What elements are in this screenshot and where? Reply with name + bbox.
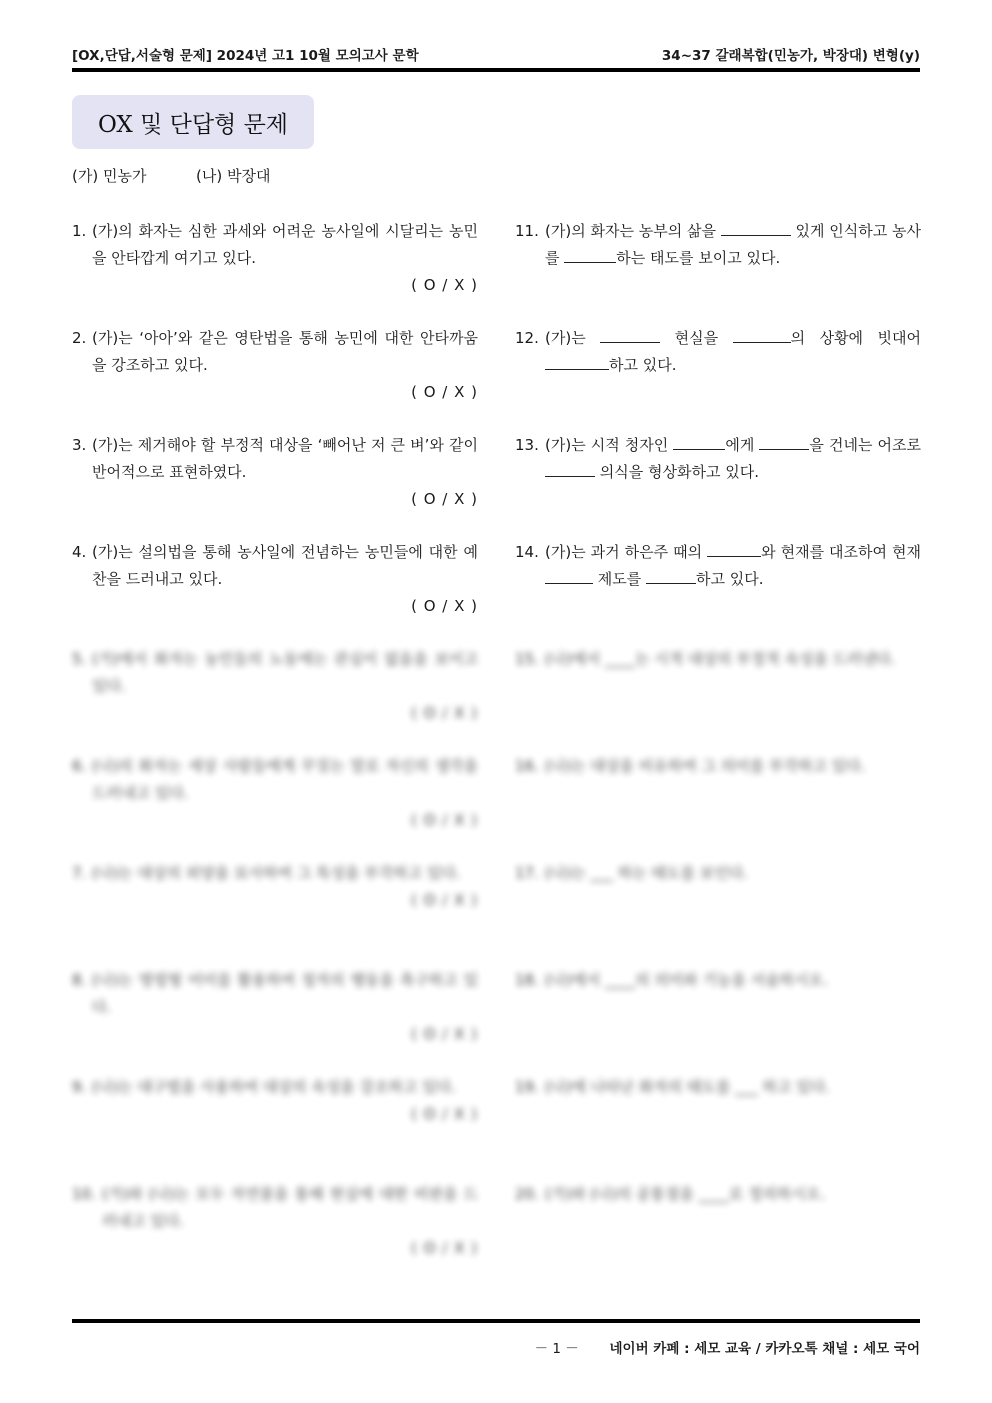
question-text-part: 에게 — [725, 436, 760, 454]
fill-in-question-blurred — [515, 860, 921, 967]
header-right: 34~37 갈래복합(민농가, 박장대) 변형(y) — [661, 48, 920, 64]
question-text: (나)는 ___ 하는 태도를 보인다. — [545, 864, 748, 882]
question-number: 5. — [72, 650, 87, 668]
question-text: (나)에서 ____의 의미와 기능을 서술하시오. — [545, 971, 828, 989]
answer-blank[interactable] — [564, 246, 616, 263]
question-number: 19. — [515, 1078, 539, 1096]
question-number: 9. — [72, 1078, 87, 1096]
question-text — [515, 218, 921, 272]
question-text-part: (가)는 — [545, 329, 601, 347]
ox-question-blurred — [72, 1074, 478, 1181]
question-number: 4. — [72, 543, 87, 561]
fill-in-question-blurred — [515, 646, 921, 753]
question-number: 16. — [515, 757, 539, 775]
question-number: 14. — [515, 543, 539, 561]
ox-answer-choice[interactable]: ( O / X ) — [411, 383, 478, 401]
header-rule — [72, 68, 920, 72]
page-number: － 1 － — [534, 1341, 579, 1357]
question-number: 20. — [515, 1185, 539, 1203]
question-text: (나)에 나타난 화자의 태도를 ___ 하고 있다. — [545, 1078, 830, 1096]
fill-in-question-blurred — [515, 1074, 921, 1181]
question-text-part: 하고 있다. — [696, 570, 764, 588]
question-text: (나)는 대상의 외양을 묘사하여 그 특성을 부각하고 있다. — [92, 864, 461, 882]
answer-blank[interactable] — [545, 353, 609, 370]
ox-answer-choice[interactable]: ( O / X ) — [411, 276, 478, 294]
ox-question-blurred — [72, 646, 478, 753]
question-text-part: 하는 태도를 보이고 있다. — [616, 249, 781, 267]
footer-rule — [72, 1319, 920, 1323]
question-text: (나)는 대상을 비유하여 그 의미를 부각하고 있다. — [545, 757, 866, 775]
fill-in-question-blurred — [515, 1181, 921, 1288]
work-a: (가) 민농가 — [72, 167, 147, 185]
question-text: (나)의 화자는 세상 사람들에게 꾸짖는 말로 자신의 생각을 드러내고 있다. — [92, 757, 478, 802]
question-text-part: (가)는 과거 하은주 때의 — [545, 543, 708, 561]
ox-answer-choice[interactable]: ( O / X ) — [411, 811, 478, 829]
question-text: (나)는 명령형 어미를 활용하여 청자의 행동을 촉구하고 있다. — [92, 971, 478, 1016]
question-number: 10. — [72, 1185, 96, 1203]
question-text-part: 제도를 — [593, 570, 647, 588]
answer-blank[interactable] — [673, 433, 725, 450]
ox-answer-choice[interactable]: ( O / X ) — [411, 891, 478, 909]
question-number: 2. — [72, 329, 87, 347]
section-title: OX 및 단답형 문제 — [72, 95, 314, 149]
question-text: (가)의 화자는 심한 과세와 어려운 농사일에 시달리는 농민을 안타깝게 여기고 있다. — [92, 222, 478, 267]
fill-in-question — [515, 218, 921, 325]
ox-answer-choice[interactable]: ( O / X ) — [411, 597, 478, 615]
question-number: 11. — [515, 222, 539, 240]
question-number: 13. — [515, 436, 539, 454]
ox-question-blurred — [72, 967, 478, 1074]
works-line — [72, 165, 270, 186]
question-number: 18. — [515, 971, 539, 989]
question-text: (가)는 설의법을 통해 농사일에 전념하는 농민들에 대한 예찬을 드러내고 있다. — [92, 543, 478, 588]
ox-question-blurred — [72, 860, 478, 967]
question-text: (나)는 대구법을 사용하여 대상의 속성을 강조하고 있다. — [92, 1078, 456, 1096]
question-number: 7. — [72, 864, 87, 882]
fill-in-question — [515, 432, 921, 539]
question-number: 6. — [72, 757, 87, 775]
question-text — [515, 539, 921, 593]
answer-blank[interactable] — [721, 219, 791, 236]
question-text: (가)에서 화자는 농민들의 노동에는 관심이 없음을 보이고 있다. — [92, 650, 478, 695]
question-number: 12. — [515, 329, 539, 347]
question-text: (가)와 (나)의 공통점을 ____로 정리하시오. — [545, 1185, 826, 1203]
ox-answer-choice[interactable]: ( O / X ) — [411, 704, 478, 722]
question-text-part: 있게 인식하고 농사를 — [545, 222, 921, 267]
question-text-part: 의 상황에 빗대어 — [790, 329, 922, 347]
answer-blank[interactable] — [759, 433, 809, 450]
ox-question-blurred — [72, 753, 478, 860]
fill-in-question — [515, 539, 921, 646]
question-text-part: 을 건네는 어조로 — [809, 436, 921, 454]
answer-blank[interactable] — [545, 567, 593, 584]
answer-blank[interactable] — [733, 326, 791, 343]
header-left: [OX,단답,서술형 문제] 2024년 고1 10월 모의고사 문학 — [72, 48, 419, 64]
answer-blank[interactable] — [545, 460, 595, 477]
question-text: (가)는 제거해야 할 부정적 대상을 ‘빼어난 저 큰 벼’와 같이 반어적으로 표현하였다. — [92, 436, 478, 481]
footer-text: 네이버 카페 : 세모 교육 / 카카오톡 채널 : 세모 국어 — [609, 1341, 920, 1357]
ox-answer-choice[interactable]: ( O / X ) — [411, 1105, 478, 1123]
question-text: (가)는 ‘아아’와 같은 영탄법을 통해 농민에 대한 안타까움을 강조하고 있다. — [92, 329, 478, 374]
question-text-part: 의식을 형상화하고 있다. — [595, 463, 759, 481]
ox-question — [72, 432, 478, 539]
ox-question — [72, 539, 478, 646]
question-number: 8. — [72, 971, 87, 989]
question-text: (나)에서 ____는 시적 대상의 부정적 속성을 드러낸다. — [545, 650, 896, 668]
ox-answer-choice[interactable]: ( O / X ) — [411, 1239, 478, 1257]
question-text-part: (가)의 화자는 농부의 삶을 — [545, 222, 721, 240]
question-text: (가)와 (나)는 모두 자연물을 통해 현실에 대한 비판을 드러내고 있다. — [102, 1185, 478, 1230]
question-text-part: (가)는 시적 청자인 — [545, 436, 674, 454]
fill-in-question — [515, 325, 921, 432]
fill-in-question-blurred — [515, 967, 921, 1074]
question-text-part: 와 현재를 대조하여 현재 — [761, 543, 921, 561]
question-number: 17. — [515, 864, 539, 882]
ox-question-blurred — [72, 1181, 478, 1288]
answer-blank[interactable] — [646, 567, 696, 584]
question-text-part: 현실을 — [660, 329, 733, 347]
question-number: 1. — [72, 222, 87, 240]
right-column — [515, 218, 921, 1288]
fill-in-question-blurred — [515, 753, 921, 860]
ox-answer-choice[interactable]: ( O / X ) — [411, 490, 478, 508]
question-number: 3. — [72, 436, 87, 454]
left-column — [72, 218, 478, 1288]
work-b: (나) 박장대 — [196, 167, 271, 185]
answer-blank[interactable] — [600, 326, 660, 343]
ox-answer-choice[interactable]: ( O / X ) — [411, 1025, 478, 1043]
ox-question — [72, 218, 478, 325]
answer-blank[interactable] — [707, 540, 761, 557]
question-text-part: 하고 있다. — [609, 356, 677, 374]
footer — [535, 1337, 920, 1357]
question-number: 15. — [515, 650, 539, 668]
question-text — [515, 325, 921, 379]
ox-question — [72, 325, 478, 432]
question-text — [515, 432, 921, 486]
